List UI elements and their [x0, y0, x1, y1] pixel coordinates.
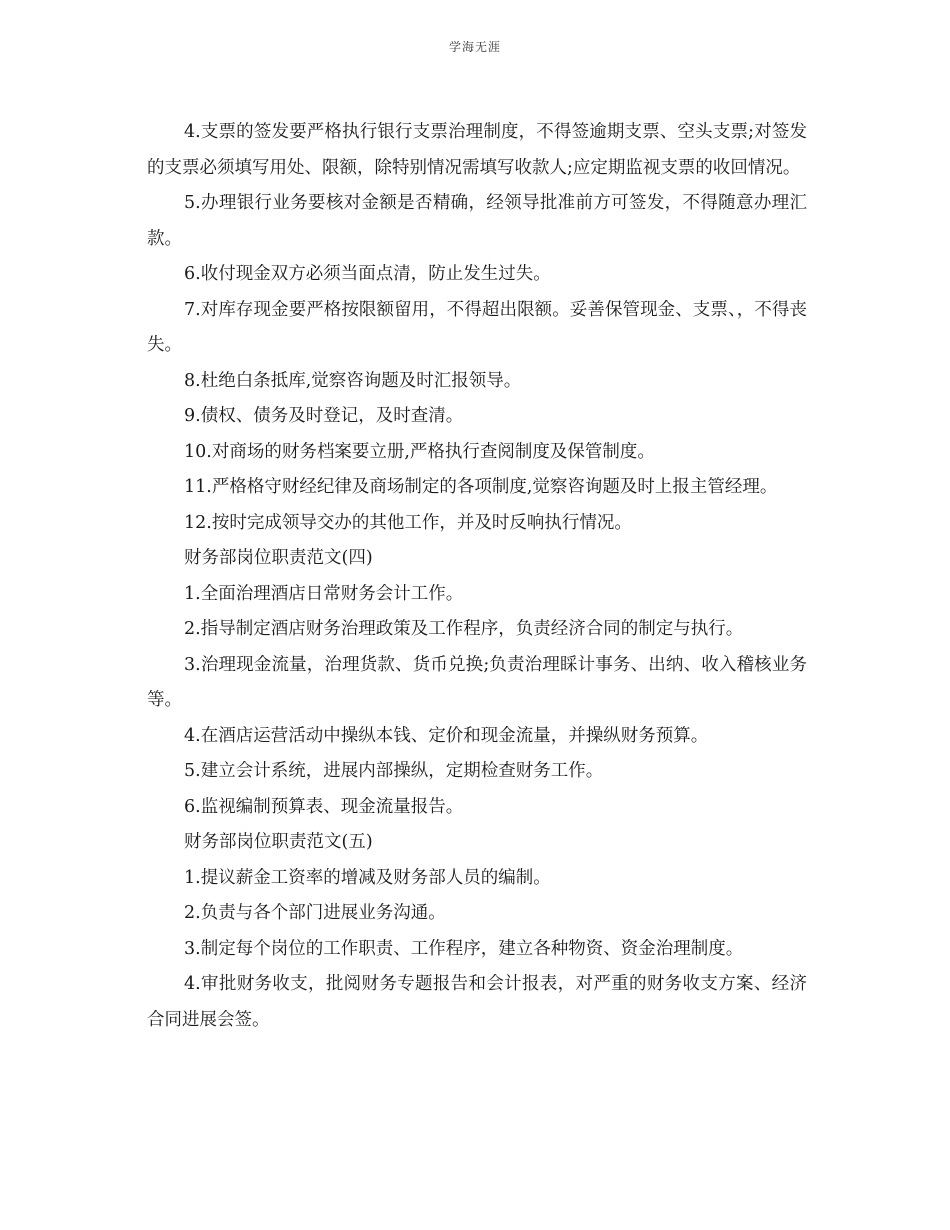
paragraph-item-5-bank: 5.办理银行业务要核对金额是否精确，经领导批准前方可签发，不得随意办理汇款。: [147, 193, 807, 249]
section-heading-5: 财务部岗位职责范文(五): [184, 832, 373, 852]
paragraph-s5-item-4: 4.审批财务收支，批阅财务专题报告和会计报表，对严重的财务收支方案、经济合同进展会签。: [147, 974, 807, 1030]
paragraph-s4-item-6: 6.监视编制预算表、现金流量报告。: [184, 796, 464, 817]
paragraph-s4-item-4: 4.在酒店运营活动中操纵本钱、定价和现金流量，并操纵财务预算。: [184, 725, 709, 746]
document-body: [147, 115, 807, 1038]
page-header: 学海无涯: [448, 40, 501, 54]
paragraph-s5-item-3: 3.制定每个岗位的工作职责、工作程序，建立各种物资、资金治理制度。: [184, 938, 744, 959]
paragraph-s4-item-2: 2.指导制定酒店财务治理政策及工作程序，负责经济合同的制定与执行。: [184, 619, 744, 639]
paragraph-item-7-stock-cash: 7.对库存现金要严格按限额留用，不得超出限额。妥善保管现金、支票、，不得丧失。: [147, 299, 807, 355]
paragraph-s5-item-1: 1.提议薪金工资率的增减及财务部人员的编制。: [184, 867, 551, 888]
paragraph-item-11-discipline: 11.严格格守财经纪律及商场制定的各项制度,觉察咨询题及时上报主管经理。: [184, 477, 778, 497]
paragraph-s4-item-5: 5.建立会计系统，进展内部操纵，定期检查财务工作。: [184, 761, 604, 781]
paragraph-item-9-debt: 9.债权、债务及时登记，及时查清。: [184, 406, 464, 426]
section-heading-4: 财务部岗位职责范文(四): [184, 548, 373, 568]
paragraph-s5-item-2: 2.负责与各个部门进展业务沟通。: [184, 903, 446, 923]
paragraph-item-10-archive: 10.对商场的财务档案要立册,严格执行查阅制度及保管制度。: [184, 441, 655, 462]
paragraph-s4-item-3: 3.治理现金流量，治理货款、货币兑换;负责治理睬计事务、出纳、收入稽核业务等。: [147, 654, 807, 710]
paragraph-item-8-iou: 8.杜绝白条抵库,觉察咨询题及时汇报领导。: [184, 370, 522, 391]
paragraph-item-12-tasks: 12.按时完成领导交办的其他工作，并及时反响执行情况。: [184, 512, 632, 533]
paragraph-s4-item-1: 1.全面治理酒店日常财务会计工作。: [184, 583, 464, 604]
paragraph-item-4-cheque: 4.支票的签发要严格执行银行支票治理制度，不得签逾期支票、空头支票;对签发的支票必须填写用处、限额，除特别情况需填写收款人;应定期监视支票的收回情况。: [147, 122, 807, 178]
paragraph-item-6-cash: 6.收付现金双方必须当面点清，防止发生过失。: [184, 264, 551, 284]
